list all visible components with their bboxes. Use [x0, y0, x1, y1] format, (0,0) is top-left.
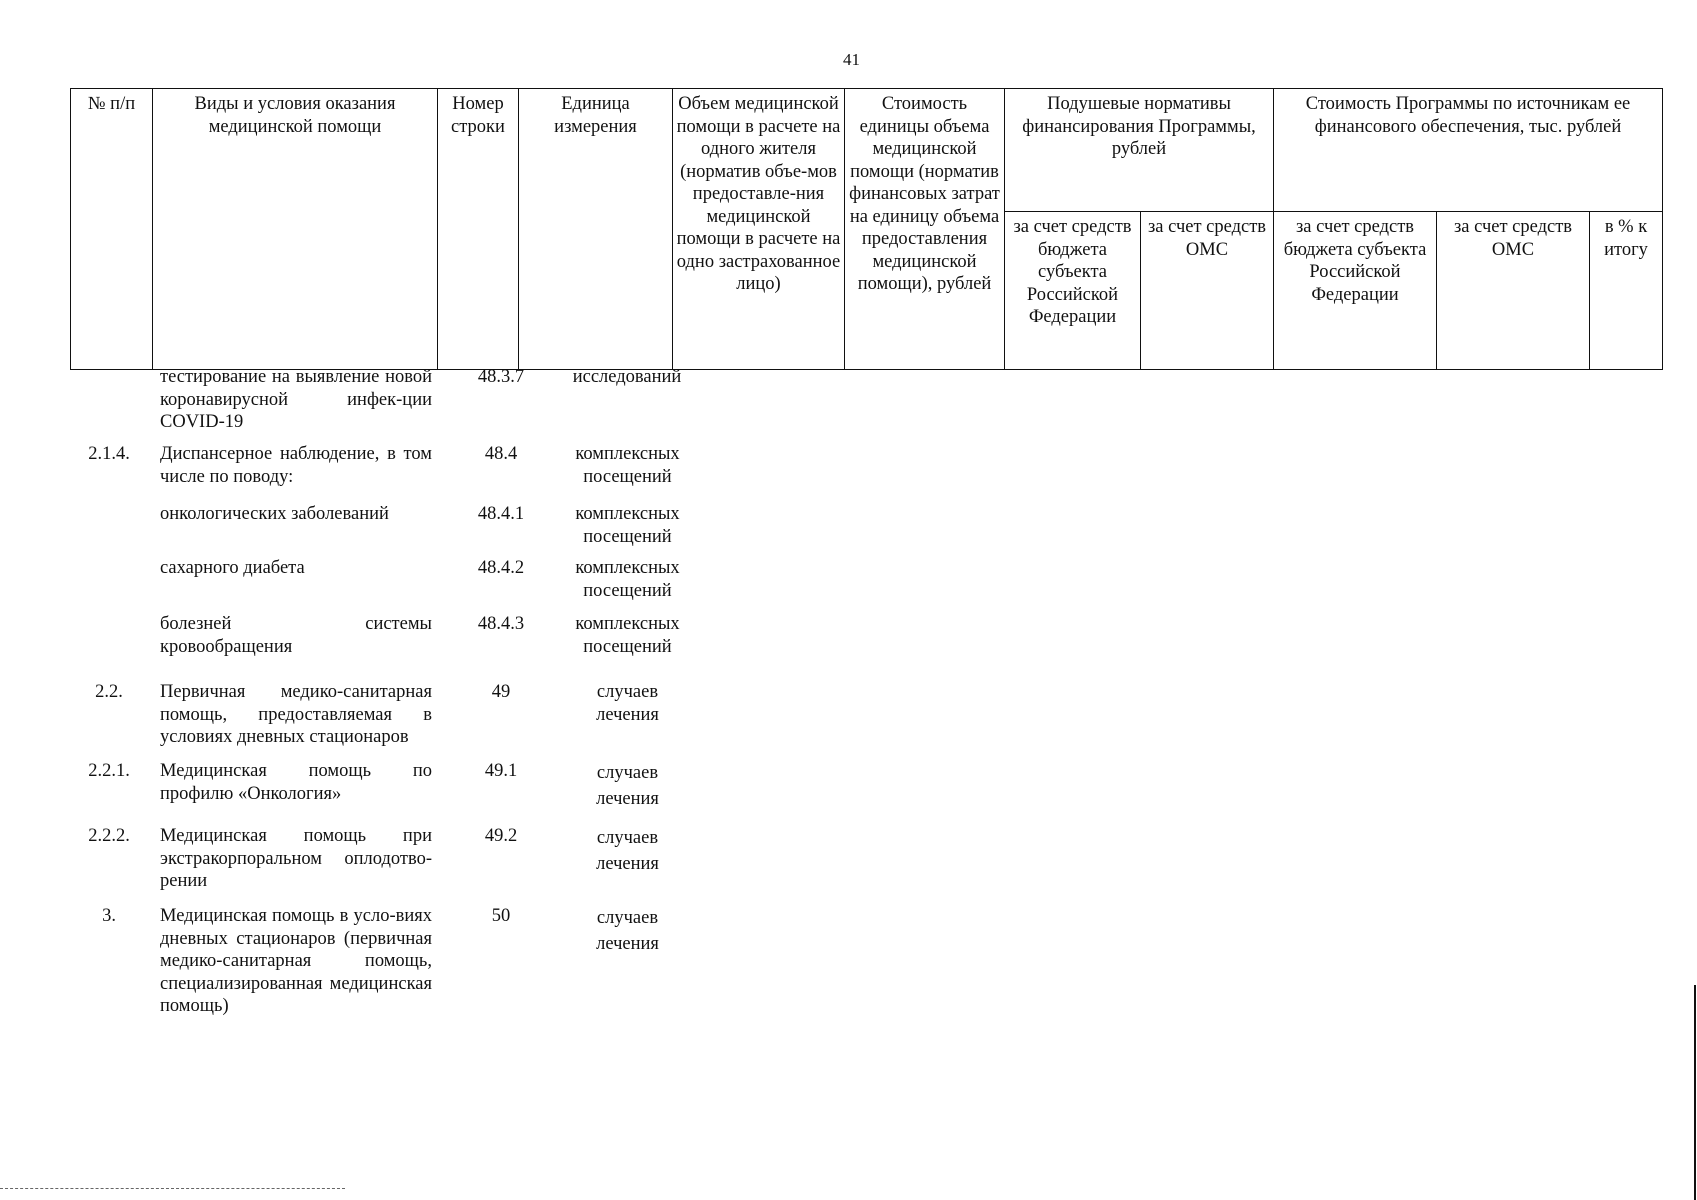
row-unit: исследований — [572, 367, 682, 387]
header-col-type: Виды и условия оказания медицинской помощи — [153, 89, 438, 370]
header-col-line: Номер строки — [438, 89, 519, 370]
header-sub-percent: в % к итогу — [1590, 212, 1663, 370]
page-number: 41 — [843, 50, 860, 69]
row-unit: случаев лечения — [596, 682, 659, 725]
row-line-number: 48.4.2 — [477, 558, 525, 578]
table-body — [70, 0, 682, 1200]
row-unit: случаев лечения — [596, 763, 659, 809]
row-type: Первичная медико-санитарная помощь, предоставляемая в условиях дневных стационаров — [160, 682, 432, 747]
header-sub-oms: за счет средств ОМС — [1141, 212, 1274, 370]
row-line-number: 48.4 — [484, 444, 518, 464]
row-type: Медицинская помощь при экстракорпоральном оплодотво-рении — [160, 826, 432, 891]
row-type: болезней системы кровообращения — [160, 614, 432, 657]
header-col-cost: Стоимость единицы объема медицинской помощи (норматив финансовых затрат на единицу объема предоставления медицинской помощи), рублей — [845, 89, 1005, 370]
row-unit: случаев лечения — [596, 908, 659, 954]
row-line-number: 49 — [491, 682, 511, 702]
header-group-program: Стоимость Программы по источникам ее финансового обеспечения, тыс. рублей — [1274, 89, 1663, 212]
row-number: 2.2.1. — [88, 761, 130, 781]
row-number: 2.1.4. — [88, 444, 130, 464]
row-number: 3. — [102, 906, 116, 926]
row-line-number: 48.4.3 — [477, 614, 525, 634]
row-line-number: 48.3.7 — [477, 367, 525, 387]
row-unit: комплексных посещений — [575, 444, 680, 487]
row-unit: комплексных посещений — [575, 614, 680, 657]
row-type: сахарного диабета — [160, 558, 305, 578]
header-col-volume: Объем медицинской помощи в расчете на одного жителя (норматив объе-мов предоставле-ния медицинской помощи в расчете на одно застрахованное лицо) — [673, 89, 845, 370]
scan-artifact-line — [0, 1188, 345, 1189]
row-type: тестирование на выявление новой коронавирусной инфек-ции COVID-19 — [160, 367, 432, 432]
header-sub-budget: за счет средств бюджета субъекта Российской Федерации — [1005, 212, 1141, 370]
header-sub-prog-budget: за счет средств бюджета субъекта Российской Федерации — [1274, 212, 1437, 370]
row-type: Диспансерное наблюдение, в том числе по поводу: — [160, 444, 432, 487]
row-line-number: 49.2 — [484, 826, 518, 846]
row-unit: случаев лечения — [596, 828, 659, 874]
row-line-number: 50 — [491, 906, 511, 926]
page-edge-line — [1694, 985, 1696, 1200]
header-col-unit: Единица измерения — [519, 89, 673, 370]
row-number: 2.2.2. — [88, 826, 130, 846]
row-line-number: 48.4.1 — [477, 504, 525, 524]
row-unit: комплексных посещений — [575, 558, 680, 601]
header-group-percapita: Подушевые нормативы финансирования Программы, рублей — [1005, 89, 1274, 212]
row-line-number: 49.1 — [484, 761, 518, 781]
row-type: Медицинская помощь по профилю «Онкология» — [160, 761, 432, 804]
row-unit: комплексных посещений — [575, 504, 680, 547]
header-sub-prog-oms: за счет средств ОМС — [1437, 212, 1590, 370]
row-number: 2.2. — [95, 682, 123, 702]
row-type: Медицинская помощь в усло-виях дневных стационаров (первичная медико-санитарная помощь, специализированная медицинская помощь) — [160, 906, 432, 1016]
header-col-num: № п/п — [71, 89, 153, 370]
row-type: онкологических заболеваний — [160, 504, 389, 524]
